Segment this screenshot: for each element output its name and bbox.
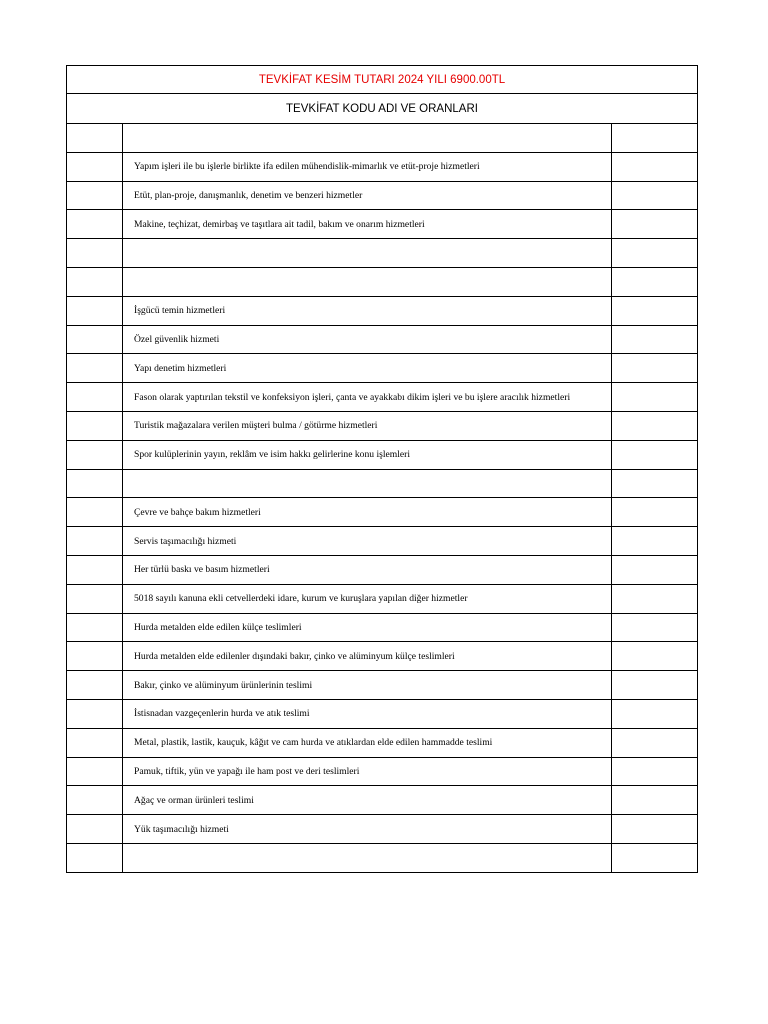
code-cell: [67, 642, 123, 671]
code-cell: [67, 786, 123, 815]
description-cell: Servis taşımacılığı hizmeti: [123, 527, 612, 556]
title-row: [67, 66, 698, 94]
table-row: [67, 699, 698, 728]
description-cell: Bakır, çinko ve alüminyum ürünlerinin teslimi: [123, 671, 612, 700]
description-cell: Özel güvenlik hizmeti: [123, 325, 612, 354]
rate-cell: [612, 469, 698, 498]
rate-cell: [612, 584, 698, 613]
document-title: TEVKİFAT KESİM TUTARI 2024 YILI 6900.00TL: [67, 66, 698, 94]
code-cell: [67, 181, 123, 210]
code-cell: [67, 124, 123, 153]
table-row: [67, 613, 698, 642]
rate-cell: [612, 354, 698, 383]
table-row: [67, 210, 698, 239]
table-row: [67, 411, 698, 440]
rate-cell: [612, 642, 698, 671]
code-cell: [67, 210, 123, 239]
rate-cell: [612, 613, 698, 642]
table-row: [67, 152, 698, 181]
table-row: [67, 325, 698, 354]
rate-cell: [612, 411, 698, 440]
code-cell: [67, 296, 123, 325]
description-cell: Yük taşımacılığı hizmeti: [123, 815, 612, 844]
code-cell: [67, 728, 123, 757]
code-cell: [67, 267, 123, 296]
rate-cell: [612, 815, 698, 844]
code-cell: [67, 469, 123, 498]
description-cell: Ağaç ve orman ürünleri teslimi: [123, 786, 612, 815]
table-heading: TEVKİFAT KODU ADI VE ORANLARI: [67, 94, 698, 124]
description-cell: [123, 124, 612, 153]
table-row: [67, 843, 698, 872]
table-row: [67, 469, 698, 498]
code-cell: [67, 325, 123, 354]
description-cell: Hurda metalden elde edilenler dışındaki bakır, çinko ve alüminyum külçe teslimleri: [123, 642, 612, 671]
code-cell: [67, 152, 123, 181]
description-cell: Pamuk, tiftik, yün ve yapağı ile ham post ve deri teslimleri: [123, 757, 612, 786]
table-row: [67, 239, 698, 268]
table-row: [67, 786, 698, 815]
table-row: [67, 296, 698, 325]
table-row: [67, 555, 698, 584]
code-cell: [67, 411, 123, 440]
table-row: [67, 815, 698, 844]
description-cell: Makine, teçhizat, demirbaş ve taşıtlara ait tadil, bakım ve onarım hizmetleri: [123, 210, 612, 239]
rate-cell: [612, 699, 698, 728]
rate-cell: [612, 383, 698, 412]
description-cell: Her türlü baskı ve basım hizmetleri: [123, 555, 612, 584]
code-cell: [67, 815, 123, 844]
rate-cell: [612, 671, 698, 700]
table-row: [67, 181, 698, 210]
code-cell: [67, 671, 123, 700]
code-cell: [67, 527, 123, 556]
description-cell: [123, 239, 612, 268]
withholding-table: [66, 65, 698, 873]
description-cell: 5018 sayılı kanuna ekli cetvellerdeki idare, kurum ve kuruşlara yapılan diğer hizmetler: [123, 584, 612, 613]
code-cell: [67, 354, 123, 383]
rate-cell: [612, 296, 698, 325]
description-cell: Turistik mağazalara verilen müşteri bulma / götürme hizmetleri: [123, 411, 612, 440]
description-cell: [123, 267, 612, 296]
code-cell: [67, 584, 123, 613]
description-cell: Yapım işleri ile bu işlerle birlikte ifa edilen mühendislik-mimarlık ve etüt-proje hizmetleri: [123, 152, 612, 181]
description-cell: Fason olarak yaptırılan tekstil ve konfeksiyon işleri, çanta ve ayakkabı dikim işleri ve bu işlere aracılık hizmetleri: [123, 383, 612, 412]
code-cell: [67, 757, 123, 786]
rate-cell: [612, 325, 698, 354]
rate-cell: [612, 440, 698, 469]
rate-cell: [612, 527, 698, 556]
description-cell: [123, 469, 612, 498]
header-row: [67, 94, 698, 124]
rate-cell: [612, 786, 698, 815]
code-cell: [67, 613, 123, 642]
table-row: [67, 757, 698, 786]
code-cell: [67, 383, 123, 412]
rate-cell: [612, 152, 698, 181]
rate-cell: [612, 124, 698, 153]
table-row: [67, 354, 698, 383]
code-cell: [67, 498, 123, 527]
rate-cell: [612, 181, 698, 210]
rate-cell: [612, 555, 698, 584]
description-cell: Yapı denetim hizmetleri: [123, 354, 612, 383]
table-row: [67, 267, 698, 296]
rate-cell: [612, 210, 698, 239]
code-cell: [67, 555, 123, 584]
description-cell: Hurda metalden elde edilen külçe teslimleri: [123, 613, 612, 642]
table-row: [67, 728, 698, 757]
table-row: [67, 440, 698, 469]
rate-cell: [612, 267, 698, 296]
description-cell: [123, 843, 612, 872]
code-cell: [67, 239, 123, 268]
table-row: [67, 642, 698, 671]
rate-cell: [612, 498, 698, 527]
rate-cell: [612, 239, 698, 268]
description-cell: İstisnadan vazgeçenlerin hurda ve atık teslimi: [123, 699, 612, 728]
table-row: [67, 383, 698, 412]
code-cell: [67, 440, 123, 469]
code-cell: [67, 699, 123, 728]
description-cell: İşgücü temin hizmetleri: [123, 296, 612, 325]
description-cell: Metal, plastik, lastik, kauçuk, kâğıt ve cam hurda ve atıklardan elde edilen hammadde teslimi: [123, 728, 612, 757]
table-row: [67, 671, 698, 700]
description-cell: Etüt, plan-proje, danışmanlık, denetim ve benzeri hizmetler: [123, 181, 612, 210]
rate-cell: [612, 843, 698, 872]
table-row: [67, 124, 698, 153]
code-cell: [67, 843, 123, 872]
table-row: [67, 584, 698, 613]
table-row: [67, 498, 698, 527]
description-cell: Çevre ve bahçe bakım hizmetleri: [123, 498, 612, 527]
rate-cell: [612, 757, 698, 786]
table-row: [67, 527, 698, 556]
description-cell: Spor kulüplerinin yayın, reklâm ve isim hakkı gelirlerine konu işlemleri: [123, 440, 612, 469]
rate-cell: [612, 728, 698, 757]
